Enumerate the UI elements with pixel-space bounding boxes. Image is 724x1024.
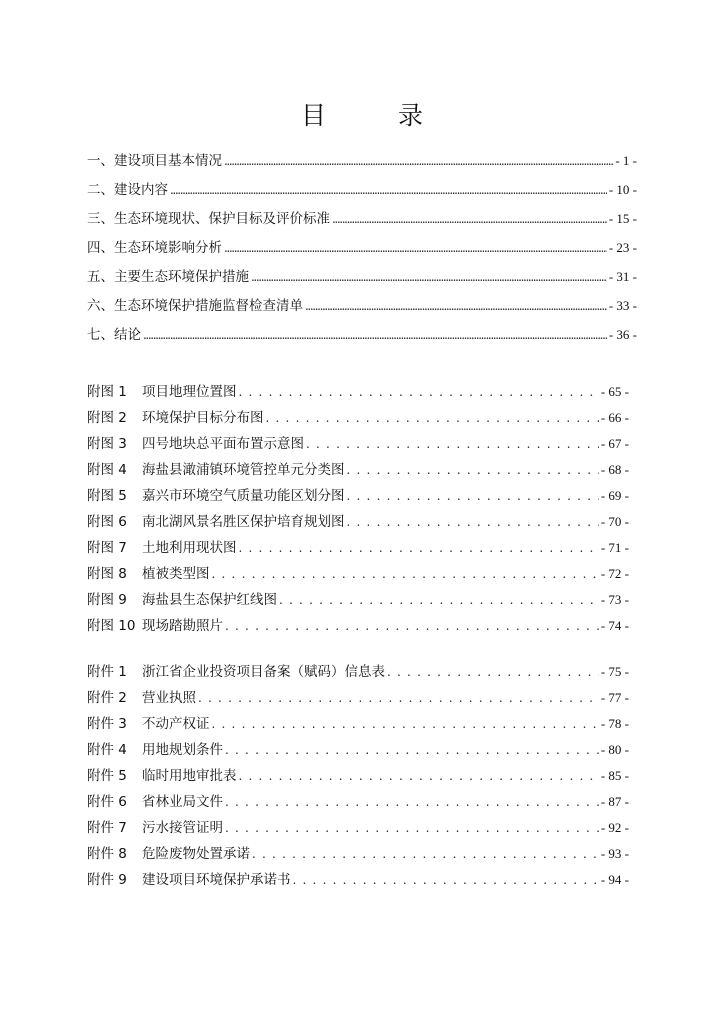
dot-leader bbox=[252, 841, 599, 867]
attachment-number: 附件 1 bbox=[87, 664, 127, 680]
dot-leader bbox=[239, 763, 599, 789]
toc-entry-label: 四、生态环境影响分析 bbox=[87, 240, 222, 256]
attachment-label: 临时用地审批表 bbox=[142, 768, 237, 784]
toc-entry bbox=[87, 175, 637, 204]
figure-label: 环境保护目标分布图 bbox=[142, 410, 264, 426]
toc-entry-label: 三、生态环境现状、保护目标及评价标准 bbox=[87, 211, 330, 227]
toc-entry-label: 一、建设项目基本情况 bbox=[87, 153, 222, 169]
dot-leader bbox=[143, 321, 607, 350]
figure-entry bbox=[87, 457, 629, 483]
figure-page: - 72 - bbox=[600, 566, 629, 581]
attachment-label: 污水接管证明 bbox=[142, 820, 223, 836]
figure-number: 附图 4 bbox=[87, 462, 127, 478]
attachment-label: 省林业局文件 bbox=[142, 794, 223, 810]
dot-leader bbox=[212, 561, 599, 587]
dot-leader bbox=[347, 509, 599, 535]
toc-entry-page: - 31 - bbox=[608, 269, 637, 284]
attachment-entry bbox=[87, 685, 629, 711]
dot-leader bbox=[279, 587, 599, 613]
attachment-page: - 75 - bbox=[600, 664, 629, 679]
toc-entry bbox=[87, 320, 637, 349]
attachment-entry bbox=[87, 789, 629, 815]
attachment-entry bbox=[87, 815, 629, 841]
figure-page: - 73 - bbox=[600, 592, 629, 607]
dot-leader bbox=[224, 234, 607, 263]
dot-leader bbox=[225, 737, 599, 763]
figure-label: 南北湖风景名胜区保护培育规划图 bbox=[142, 514, 345, 530]
dot-leader bbox=[170, 176, 607, 205]
dot-leader bbox=[224, 147, 613, 176]
dot-leader bbox=[347, 457, 599, 483]
page-title: 目 录 bbox=[301, 101, 455, 130]
toc-entry-page: - 33 - bbox=[608, 298, 637, 313]
figure-entry bbox=[87, 509, 629, 535]
figure-page: - 74 - bbox=[600, 618, 629, 633]
figure-page: - 67 - bbox=[600, 436, 629, 451]
attachment-number: 附件 5 bbox=[87, 768, 127, 784]
dot-leader bbox=[387, 659, 599, 685]
toc-entry bbox=[87, 291, 637, 320]
toc-entry-label: 五、主要生态环境保护措施 bbox=[87, 269, 249, 285]
attachment-page: - 77 - bbox=[600, 690, 629, 705]
toc-entry-page: - 15 - bbox=[608, 211, 637, 226]
toc-entry bbox=[87, 204, 637, 233]
figure-number: 附图 7 bbox=[87, 540, 127, 556]
toc-entry bbox=[87, 146, 637, 175]
figure-entry bbox=[87, 405, 629, 431]
toc-entry bbox=[87, 262, 637, 291]
dot-leader bbox=[239, 379, 599, 405]
toc-entry-label: 二、建设内容 bbox=[87, 182, 168, 198]
figure-label: 嘉兴市环境空气质量功能区划分图 bbox=[142, 488, 345, 504]
attachment-entry bbox=[87, 659, 629, 685]
figure-entry bbox=[87, 587, 629, 613]
attachment-number: 附件 9 bbox=[87, 872, 127, 888]
figure-label: 海盐县生态保护红线图 bbox=[142, 592, 277, 608]
main-toc bbox=[87, 146, 637, 349]
figure-entry bbox=[87, 431, 629, 457]
dot-leader bbox=[225, 789, 599, 815]
dot-leader bbox=[251, 263, 607, 292]
figure-page: - 71 - bbox=[600, 540, 629, 555]
toc-entry-page: - 10 - bbox=[608, 182, 637, 197]
figures-toc bbox=[87, 379, 629, 639]
attachment-entry bbox=[87, 737, 629, 763]
dot-leader bbox=[305, 292, 607, 321]
toc-entry-page: - 36 - bbox=[608, 327, 637, 342]
figure-page: - 65 - bbox=[600, 384, 629, 399]
attachment-page: - 78 - bbox=[600, 716, 629, 731]
dot-leader bbox=[225, 815, 599, 841]
figure-entry bbox=[87, 613, 629, 639]
attachment-entry bbox=[87, 841, 629, 867]
attachment-page: - 92 - bbox=[600, 820, 629, 835]
attachment-number: 附件 8 bbox=[87, 846, 127, 862]
figure-label: 项目地理位置图 bbox=[142, 384, 237, 400]
attachment-page: - 87 - bbox=[600, 794, 629, 809]
attachment-page: - 85 - bbox=[600, 768, 629, 783]
dot-leader bbox=[212, 711, 599, 737]
toc-entry-label: 七、结论 bbox=[87, 327, 141, 343]
dot-leader bbox=[332, 205, 607, 234]
toc-entry-label: 六、生态环境保护措施监督检查清单 bbox=[87, 298, 303, 314]
toc-entry bbox=[87, 233, 637, 262]
dot-leader bbox=[347, 483, 599, 509]
figure-page: - 66 - bbox=[600, 410, 629, 425]
attachment-number: 附件 3 bbox=[87, 716, 127, 732]
attachment-label: 用地规划条件 bbox=[142, 742, 223, 758]
figure-entry bbox=[87, 483, 629, 509]
figure-label: 四号地块总平面布置示意图 bbox=[142, 436, 304, 452]
attachment-number: 附件 6 bbox=[87, 794, 127, 810]
toc-entry-page: - 23 - bbox=[608, 240, 637, 255]
figure-label: 植被类型图 bbox=[142, 566, 210, 582]
attachment-number: 附件 7 bbox=[87, 820, 127, 836]
attachment-label: 危险废物处置承诺 bbox=[142, 846, 250, 862]
dot-leader bbox=[239, 535, 599, 561]
dot-leader bbox=[266, 405, 599, 431]
attachment-label: 营业执照 bbox=[142, 690, 196, 706]
figure-number: 附图 10 bbox=[87, 618, 136, 634]
figure-page: - 69 - bbox=[600, 488, 629, 503]
figure-number: 附图 8 bbox=[87, 566, 127, 582]
dot-leader bbox=[198, 685, 599, 711]
attachment-entry bbox=[87, 763, 629, 789]
attachment-label: 建设项目环境保护承诺书 bbox=[142, 872, 291, 888]
attachments-toc bbox=[87, 659, 629, 893]
figure-entry bbox=[87, 379, 629, 405]
figure-entry bbox=[87, 535, 629, 561]
toc-entry-page: - 1 - bbox=[615, 153, 637, 168]
attachment-entry bbox=[87, 867, 629, 893]
attachment-number: 附件 4 bbox=[87, 742, 127, 758]
figure-number: 附图 9 bbox=[87, 592, 127, 608]
dot-leader bbox=[225, 613, 599, 639]
figure-label: 海盐县澉浦镇环境管控单元分类图 bbox=[142, 462, 345, 478]
attachment-page: - 93 - bbox=[600, 846, 629, 861]
figure-page: - 68 - bbox=[600, 462, 629, 477]
attachment-page: - 80 - bbox=[600, 742, 629, 757]
figure-number: 附图 1 bbox=[87, 384, 127, 400]
dot-leader bbox=[306, 431, 599, 457]
attachment-label: 浙江省企业投资项目备案（赋码）信息表 bbox=[142, 664, 385, 680]
figure-label: 土地利用现状图 bbox=[142, 540, 237, 556]
dot-leader bbox=[293, 867, 599, 893]
attachment-entry bbox=[87, 711, 629, 737]
attachment-page: - 94 - bbox=[600, 872, 629, 887]
figure-number: 附图 3 bbox=[87, 436, 127, 452]
attachment-label: 不动产权证 bbox=[142, 716, 210, 732]
figure-page: - 70 - bbox=[600, 514, 629, 529]
figure-number: 附图 5 bbox=[87, 488, 127, 504]
figure-number: 附图 2 bbox=[87, 410, 127, 426]
figure-number: 附图 6 bbox=[87, 514, 127, 530]
figure-label: 现场踏勘照片 bbox=[142, 618, 223, 634]
figure-entry bbox=[87, 561, 629, 587]
attachment-number: 附件 2 bbox=[87, 690, 127, 706]
